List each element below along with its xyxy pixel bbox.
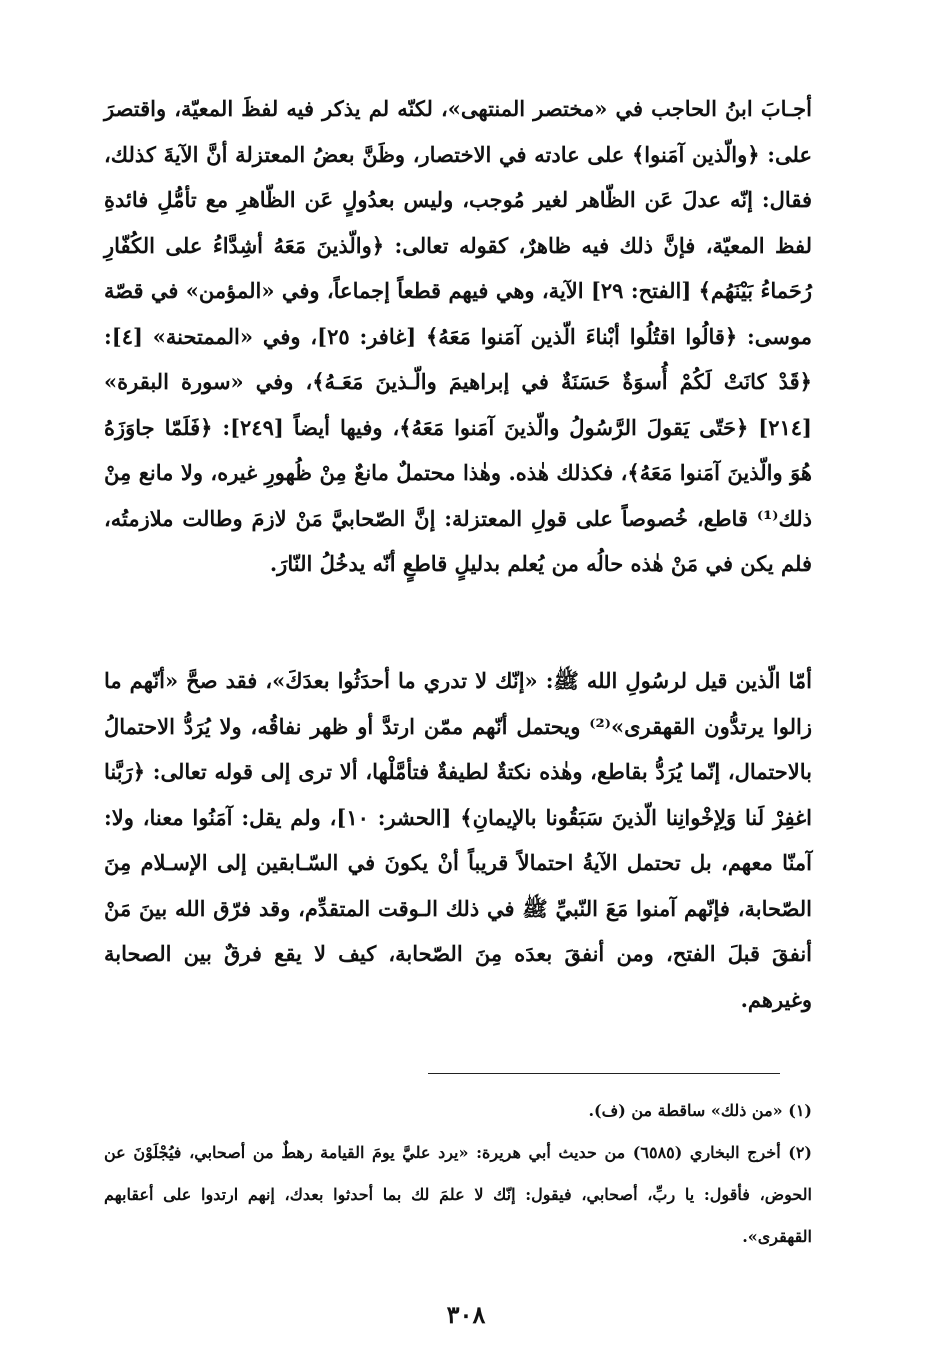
footnotes xyxy=(104,1090,812,1258)
main-paragraph-2 xyxy=(104,658,812,1022)
footnote-separator xyxy=(428,1073,780,1074)
footnote-2: (٢) أخرج البخاري (٦٥٨٥) من حديث أبي هريرة: «يرد عليَّ يومَ القيامة رهطٌ من أصحابي، فيُجْلَوْنَ عن الحوض، فأقول: يا ربِّ، أصحابي، فيقول: إنّك لا علمَ لك بما أحدثوا بعدك، إنهم ارتدوا على أعقابهم القهقرى». xyxy=(104,1143,812,1246)
main-paragraph-1 xyxy=(104,86,812,587)
page-number: ٣٠٨ xyxy=(446,1300,486,1329)
paragraph-text: أجـابَ ابنُ الحاجب في «مختصر المنتهى»، لكنّه لم يذكر فيه لفظَ المعيّة، واقتصرَ على: ﴿والّذين آمَنوا﴾ على عادته في الاختصار، وظَنَّ بعضُ المعتزلة أنَّ الآيةَ كذلك، فقال: إنّه عدلَ عَن الظّاهر لغير مُوجب، وليس بعدُولٍ عَن الظّاهرِ مع تأمُّلِ فائدةِ لفظ المعيّة، فإنَّ ذلك فيه ظاهرٌ، كقوله تعالى: ﴿والّذينَ مَعَهُ أشِدَّاءُ على الكُفّارِ رُحَماءُ بَيْنَهُم﴾ [الفتح: ٢٩] الآية، وهي فيهم قطعاً إجماعاً، وفي «المؤمن» في قصّة موسى: ﴿قالُوا اقتُلُوا أبْناءَ الّذين آمَنوا مَعَهُ﴾ [غافر: ٢٥]، وفي «الممتحنة» [٤]: ﴿قَدْ كانَتْ لَكُمْ أُسوَةٌ حَسَنَةٌ في إبراهيمَ والّـذينَ مَعَـهُ﴾، وفي «سورة البقرة» [٢١٤] ﴿حَتّى يَقولَ الرَّسُولُ والّذينَ آمَنوا مَعَهُ﴾، وفيها أيضاً [٢٤٩]: ﴿فَلَمّا جاوَزَهُ هُوَ والّذينَ آمَنوا مَعَهُ﴾، فكذلك هٰذه. وهٰذا محتملٌ مانعٌ مِنْ ظُهورِ غيره، ولا مانع مِنْ ذلك⁽¹⁾ قاطع، خُصوصاً على قولِ المعتزلة: إنَّ الصّحابيَّ مَنْ لازمَ وطالت ملازمتُه، فلم يكن في مَنْ هٰذه حالُه من يُعلم بدليلٍ قاطعٍ أنّه يدخُلُ النّارَ. xyxy=(104,96,812,576)
footnote-1: (١) «من ذلك» ساقطة من (ف). xyxy=(588,1101,812,1120)
paragraph-text: أمّا الّذين قيل لرسُولِ الله ﷺ: «إنّك لا تدري ما أحدَثُوا بعدَكَ»، فقد صحَّ «أنّهم ما زالوا يرتدُّون القهقرى»⁽²⁾ ويحتمل أنّهم ممّن ارتدَّ أو ظهر نفاقُه، ولا يُرَدُّ الاحتمالُ بالاحتمال، إنّما يُرَدُّ بقاطع، وهٰذه نكتةٌ لطيفةٌ فتأمَّلْها، ألا ترى إلى قوله تعالى: ﴿رَبَّنا اغفِرْ لَنا وَلِإخْوانِنا الّذينَ سَبَقُونا بالإيمانِ﴾ [الحشر: ١٠]، ولم يقل: آمَنُوا معنا، ولا: آمنّا معهم، بل تحتمل الآيةُ احتمالاً قريباً أنْ يكونَ في السّـابقين إلى الإسـلام مِنَ الصّحابة، فإنّهم آمنوا مَعَ النّبيِّ ﷺ في ذلك الـوقت المتقدِّم، وقد فرّق الله بينَ مَنْ أنفقَ قبلَ الفتح، ومن أنفقَ بعدَه مِنَ الصّحابة، كيف لا يقع فرقٌ بين الصحابة وغيرهم. xyxy=(104,668,812,1012)
